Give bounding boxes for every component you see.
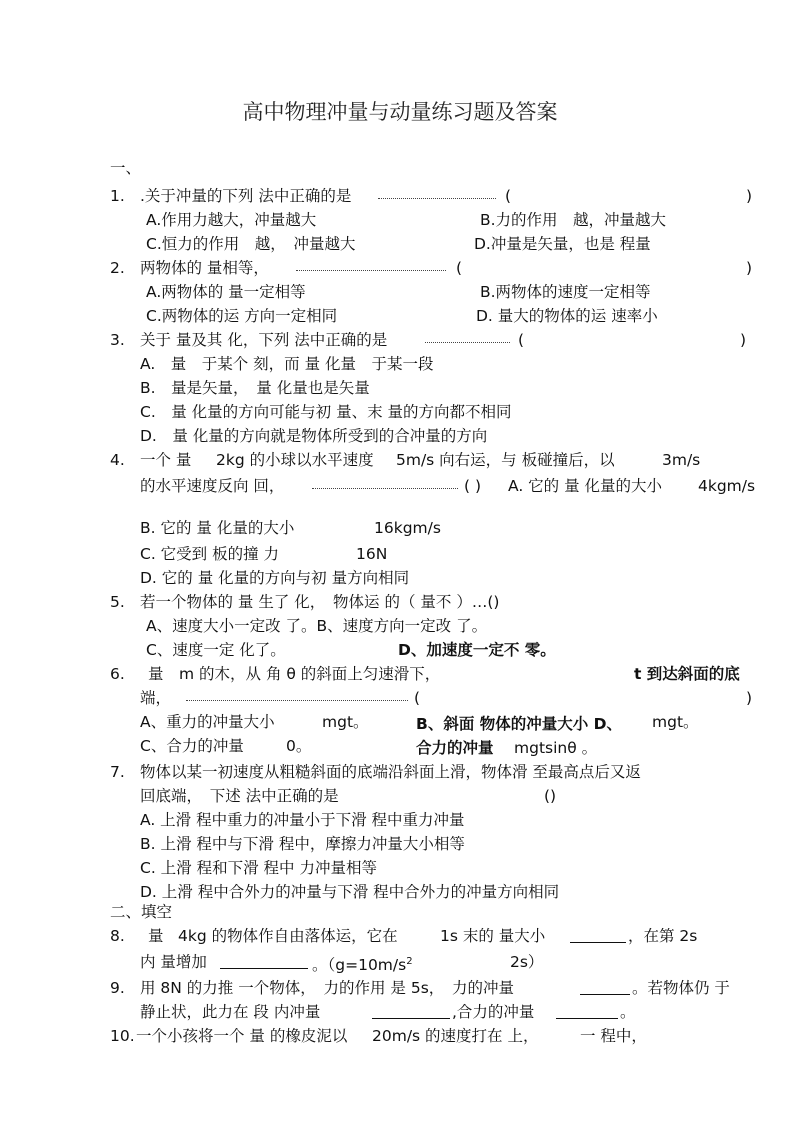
q6-option-c: C、合力的冲量 [140, 737, 244, 755]
q1-open-paren: ( [505, 187, 512, 205]
q7-option-b: B. 上滑 程中与下滑 程中，摩擦力冲量大小相等 [140, 835, 465, 853]
q8-line2-part-d: 2s） [510, 953, 544, 971]
q8-number: 8. [110, 927, 125, 945]
page-title: 高中物理冲量与动量练习题及答案 [242, 100, 558, 124]
q6-option-d-value: mgt。 [652, 713, 699, 731]
q4-answer-paren: ( ) [464, 477, 482, 495]
q3-stem: 关于 量及其 化，下列 法中正确的是 [140, 331, 388, 349]
q1-option-a: A.作用力越大，冲量越大 [146, 211, 317, 229]
q3-option-a: A. 量 于某个 刻，而 量 化量 于某一段 [140, 355, 434, 373]
q2-number: 2. [110, 259, 125, 277]
q3-option-c: C. 量 化量的方向可能与初 量、末 量的方向都不相同 [140, 403, 512, 421]
q6-option-c-value: 0。 [286, 737, 312, 755]
q6-number: 6. [110, 665, 125, 683]
q1-option-d: D.冲量是矢量，也是 程量 [474, 235, 651, 253]
q6-line2: 端， [140, 689, 172, 707]
q6-open-paren: ( [414, 689, 421, 707]
q6-option-a-value: mgt。 [322, 713, 369, 731]
q8-blank-1 [570, 928, 626, 943]
q8-line1-part-d: ，在第 2s [628, 927, 698, 945]
q1-close-paren: ) [746, 187, 753, 205]
q2-close-paren: ) [746, 259, 753, 277]
q4-line1-part-b: 2kg 的小球以水平速度 [216, 451, 374, 469]
q8-line1-part-a: 量 [148, 927, 164, 945]
q6-line1-end: t 到达斜面的底 [634, 665, 740, 683]
q7-line2: 回底端， 下述 法中正确的是 [140, 787, 339, 805]
q1-stem: .关于冲量的下列 法中正确的是 [140, 187, 352, 205]
q10-line1-part-b: 20m/s 的速度打在 上， [372, 1027, 539, 1045]
section-one-label: 一、 [110, 159, 142, 177]
q3-close-paren: ) [740, 331, 747, 349]
q7-line1: 物体以某一初速度从粗糙斜面的底端沿斜面上滑，物体滑 至最高点后又返 [140, 763, 641, 781]
q4-option-b: B. 它的 量 化量的大小 [140, 519, 295, 537]
q8-line1-part-c: 1s 末的 量大小 [440, 927, 546, 945]
q9-blank-3 [556, 1004, 618, 1019]
q10-line1-part-c: 一 程中， [580, 1027, 647, 1045]
q4-option-c: C. 它受到 板的撞 力 [140, 545, 280, 563]
q5-options-ab: A、速度大小一定改 了。B、速度方向一定改 了。 [146, 617, 488, 635]
q6-option-e: 合力的冲量 [416, 739, 494, 757]
q4-line1-part-a: 一个 量 [140, 451, 192, 469]
q10-line1-part-a: 一个小孩将一个 量 的橡皮泥以 [136, 1027, 348, 1045]
q5-option-d: D、加速度一定不 零。 [398, 641, 556, 659]
q1-dotted-leader [378, 198, 496, 199]
q6-close-paren: ) [746, 689, 753, 707]
q2-option-b: B.两物体的速度一定相等 [480, 283, 651, 301]
q4-line1-part-c: 5m/s 向右运，与 板碰撞后，以 [396, 451, 615, 469]
q4-option-a: A. 它的 量 化量的大小 [508, 477, 663, 495]
q4-option-c-value: 16N [356, 545, 388, 563]
q9-number: 9. [110, 979, 125, 997]
q4-line1-part-d: 3m/s [662, 451, 701, 469]
q3-open-paren: ( [518, 331, 525, 349]
q1-option-c: C.恒力的作用 越， 冲量越大 [146, 235, 356, 253]
q3-dotted-leader [425, 342, 510, 343]
q8-exponent: 2 [406, 956, 413, 967]
q6-option-b: B、斜面 物体的冲量大小 D、 [416, 715, 622, 733]
q2-open-paren: ( [456, 259, 463, 277]
q2-option-c: C.两物体的运 方向一定相同 [146, 307, 338, 325]
q6-option-e-value: mgtsinθ 。 [514, 739, 598, 757]
q1-number: 1. [110, 187, 125, 205]
q5-option-c: C、速度一定 化了。 [146, 641, 286, 659]
q8-line2-part-a: 内 量增加 [140, 953, 207, 971]
q1-option-b: B.力的作用 越，冲量越大 [480, 211, 667, 229]
q4-option-b-value: 16kgm/s [374, 519, 441, 537]
q7-option-c: C. 上滑 程和下滑 程中 力冲量相等 [140, 859, 377, 877]
q6-option-a: A、重力的冲量大小 [140, 713, 275, 731]
q8-gravity-note: 。（g=10m/s [312, 956, 407, 975]
q9-line1-part-a: 用 8N 的力推 一个物体， 力的作用 是 5s， 力的冲量 [140, 979, 515, 997]
q3-number: 3. [110, 331, 125, 349]
q9-line2-part-b: ,合力的冲量 [452, 1003, 535, 1021]
q4-option-d: D. 它的 量 化量的方向与初 量方向相同 [140, 569, 410, 587]
q3-option-d: D. 量 化量的方向就是物体所受到的合冲量的方向 [140, 427, 488, 445]
q7-number: 7. [110, 763, 125, 781]
q5-stem: 若一个物体的 量 生了 化， 物体运 的（ 量不 ）…() [140, 593, 500, 611]
q9-line2-part-a: 静止状，此力在 段 内冲量 [140, 1003, 321, 1021]
q3-option-b: B. 量是矢量， 量 化量也是矢量 [140, 379, 370, 397]
section-two-label: 二、填空 [110, 903, 173, 921]
q9-line2-part-c: 。 [620, 1003, 636, 1021]
q9-blank-2 [372, 1004, 450, 1019]
q2-dotted-leader [296, 270, 446, 271]
q6-dotted-leader [186, 700, 408, 701]
q9-blank-1 [580, 980, 630, 995]
q6-line1: 量 m 的木，从 角 θ 的斜面上匀速滑下， [148, 665, 441, 683]
q7-option-d: D. 上滑 程中合外力的冲量与下滑 程中合外力的冲量方向相同 [140, 883, 560, 901]
q2-option-a: A.两物体的 量一定相等 [146, 283, 306, 301]
q7-option-a: A. 上滑 程中重力的冲量小于下滑 程中重力冲量 [140, 811, 465, 829]
q4-option-a-value: 4kgm/s [698, 477, 756, 495]
q8-line2-part-b [312, 952, 413, 975]
q9-line1-part-b: 。若物体仍 于 [632, 979, 730, 997]
q10-number: 10. [110, 1027, 135, 1045]
q5-number: 5. [110, 593, 125, 611]
q8-blank-2 [220, 954, 308, 969]
q4-line2-part-a: 的水平速度反向 回， [140, 477, 285, 495]
q7-answer-paren: () [544, 787, 557, 805]
q4-number: 4. [110, 451, 125, 469]
q2-stem: 两物体的 量相等， [140, 259, 269, 277]
q2-option-d: D. 量大的物体的运 速率小 [476, 307, 658, 325]
q8-line1-part-b: 4kg 的物体作自由落体运，它在 [178, 927, 398, 945]
q4-dotted-leader [312, 488, 458, 489]
